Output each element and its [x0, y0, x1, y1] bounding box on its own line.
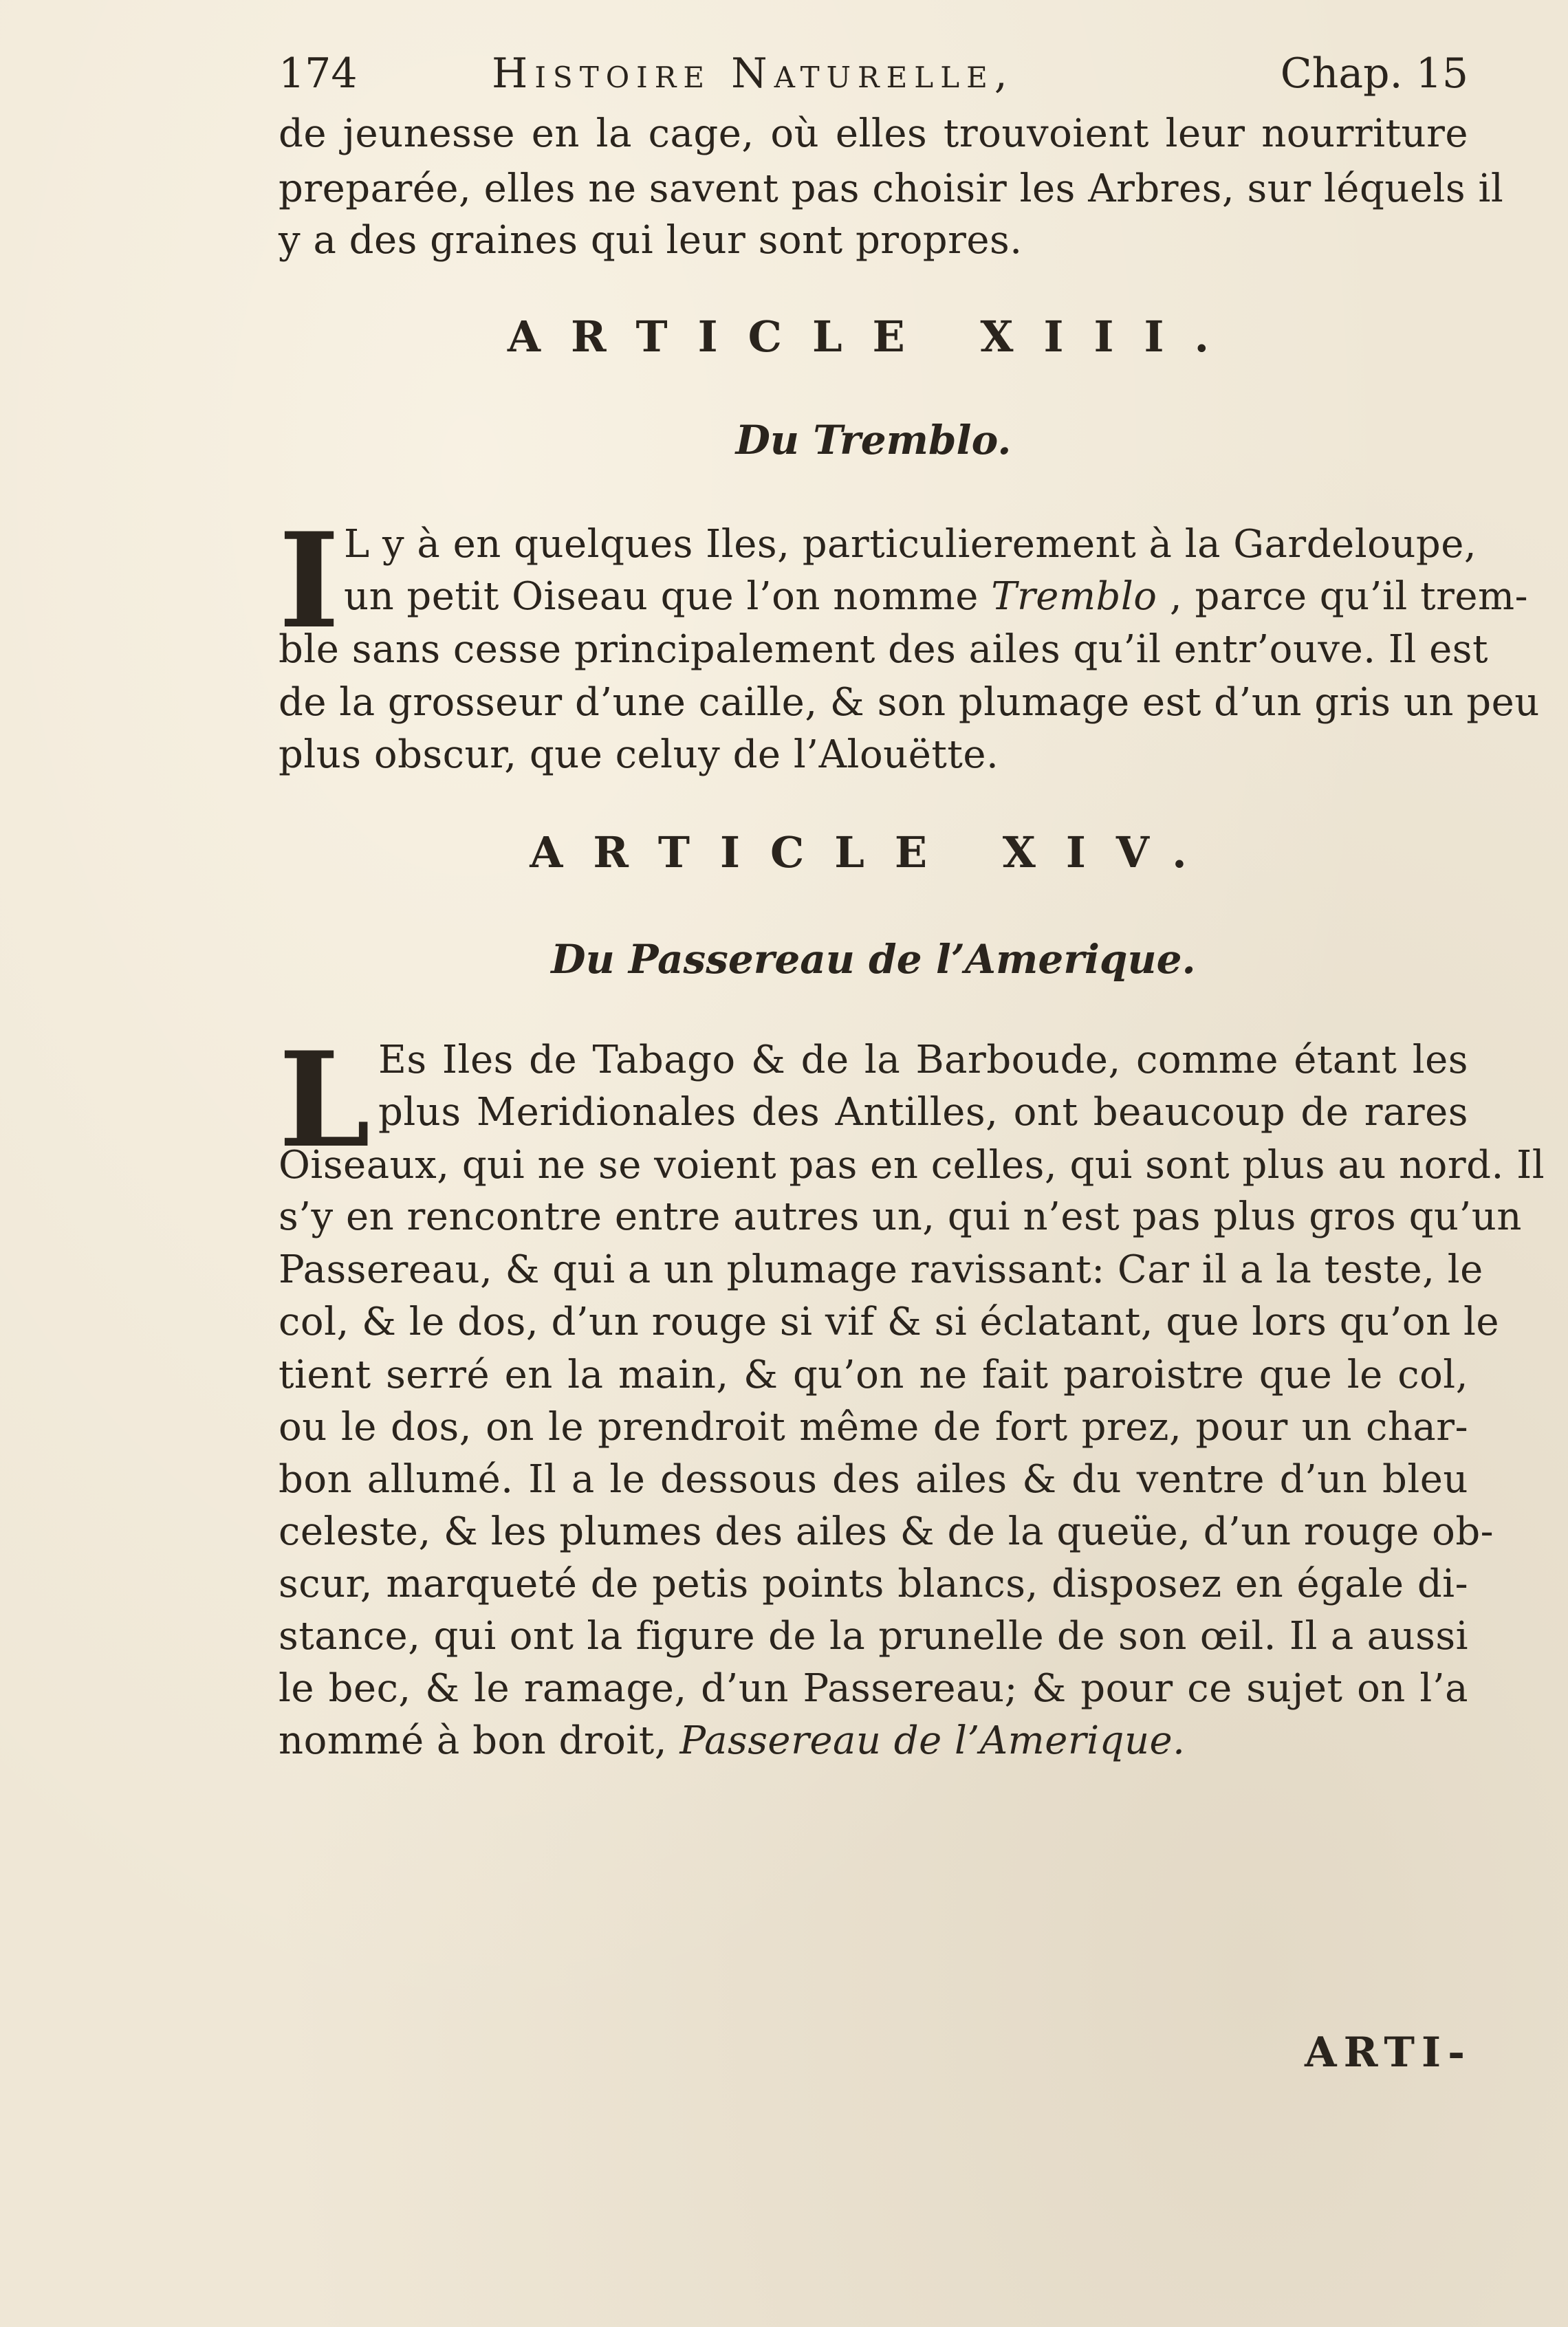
article-14-line-9: bon allumé. Il a le dessous des ailes & du ventre d’un bleu: [279, 1457, 1468, 1502]
article-14-line-14: [279, 1714, 1468, 1769]
article-14-heading: ARTICLE XIV.: [530, 827, 1217, 877]
text-run: , parce qu’il trem-: [1169, 574, 1529, 619]
article-13-line-3: ble sans cesse principalement des ailes qu’il entr’ouve. Il est: [279, 627, 1489, 672]
article-13-line-5: plus obscur, que celuy de l’Alouëtte.: [279, 732, 999, 777]
article-14-line-8: ou le dos, on le prendroit même de fort prez, pour un char-: [279, 1405, 1468, 1450]
text-run: un petit Oiseau que l’on nomme: [344, 574, 979, 619]
article-14-line-2: plus Meridionales des Antilles, ont beaucoup de rares: [378, 1090, 1468, 1135]
text-run: nommé à bon droit,: [279, 1718, 668, 1763]
intro-line-1: de jeunesse en la cage, où elles trouvoient leur nourriture: [279, 111, 1468, 156]
article-14-line-4: s’y en rencontre entre autres un, qui n’est pas plus gros qu’un: [279, 1194, 1522, 1239]
italic-term-passereau: Passereau de l’Amerique.: [679, 1718, 1186, 1763]
drop-cap-l: L: [279, 1023, 371, 1177]
article-14-line-12: stance, qui ont la figure de la prunelle de son œil. Il a aussi: [279, 1614, 1468, 1659]
article-14-line-3: Oiseaux, qui ne se voient pas en celles, qui sont plus au nord. Il: [279, 1143, 1545, 1188]
catchword: ARTI-: [1305, 2029, 1472, 2077]
running-title: Histoire Naturelle,: [492, 50, 1014, 98]
italic-term-tremblo: Tremblo: [991, 574, 1157, 619]
article-14-line-6: col, & le dos, d’un rouge si vif & si éclatant, que lors qu’on le: [279, 1300, 1500, 1344]
article-14-subtitle: Du Passereau de l’Amerique.: [551, 936, 1196, 983]
article-14-line-1: Es Iles de Tabago & de la Barboude, comme étant les: [378, 1038, 1468, 1082]
article-14-line-13: le bec, & le ramage, d’un Passereau; & pour ce sujet on l’a: [279, 1666, 1468, 1711]
article-13-line-4: de la grosseur d’une caille, & son plumage est d’un gris un peu: [279, 680, 1540, 725]
article-13-line-2: [344, 569, 1529, 624]
article-13-line-1: L y à en quelques Iles, particulierement à la Gardeloupe,: [344, 522, 1477, 567]
intro-line-3: y a des graines qui leur sont propres.: [279, 218, 1023, 263]
article-14-line-11: scur, marqueté de petis points blancs, disposez en égale di-: [279, 1562, 1468, 1606]
drop-cap-i: I: [279, 504, 340, 657]
article-13-subtitle: Du Tremblo.: [735, 417, 1012, 463]
page-number: 174: [279, 50, 358, 98]
running-head: [279, 43, 1468, 105]
intro-line-2: preparée, elles ne savent pas choisir les Arbres, sur léquels il: [279, 166, 1504, 211]
article-13-heading: ARTICLE XIII.: [507, 312, 1240, 362]
article-14-line-5: Passereau, & qui a un plumage ravissant: Car il a la teste, le: [279, 1247, 1483, 1292]
article-14-line-10: celeste, & les plumes des ailes & de la queüe, d’un rouge ob-: [279, 1509, 1494, 1554]
chapter-label: Chap. 15: [1280, 50, 1468, 98]
article-14-line-7: tient serré en la main, & qu’on ne fait paroistre que le col,: [279, 1353, 1468, 1397]
